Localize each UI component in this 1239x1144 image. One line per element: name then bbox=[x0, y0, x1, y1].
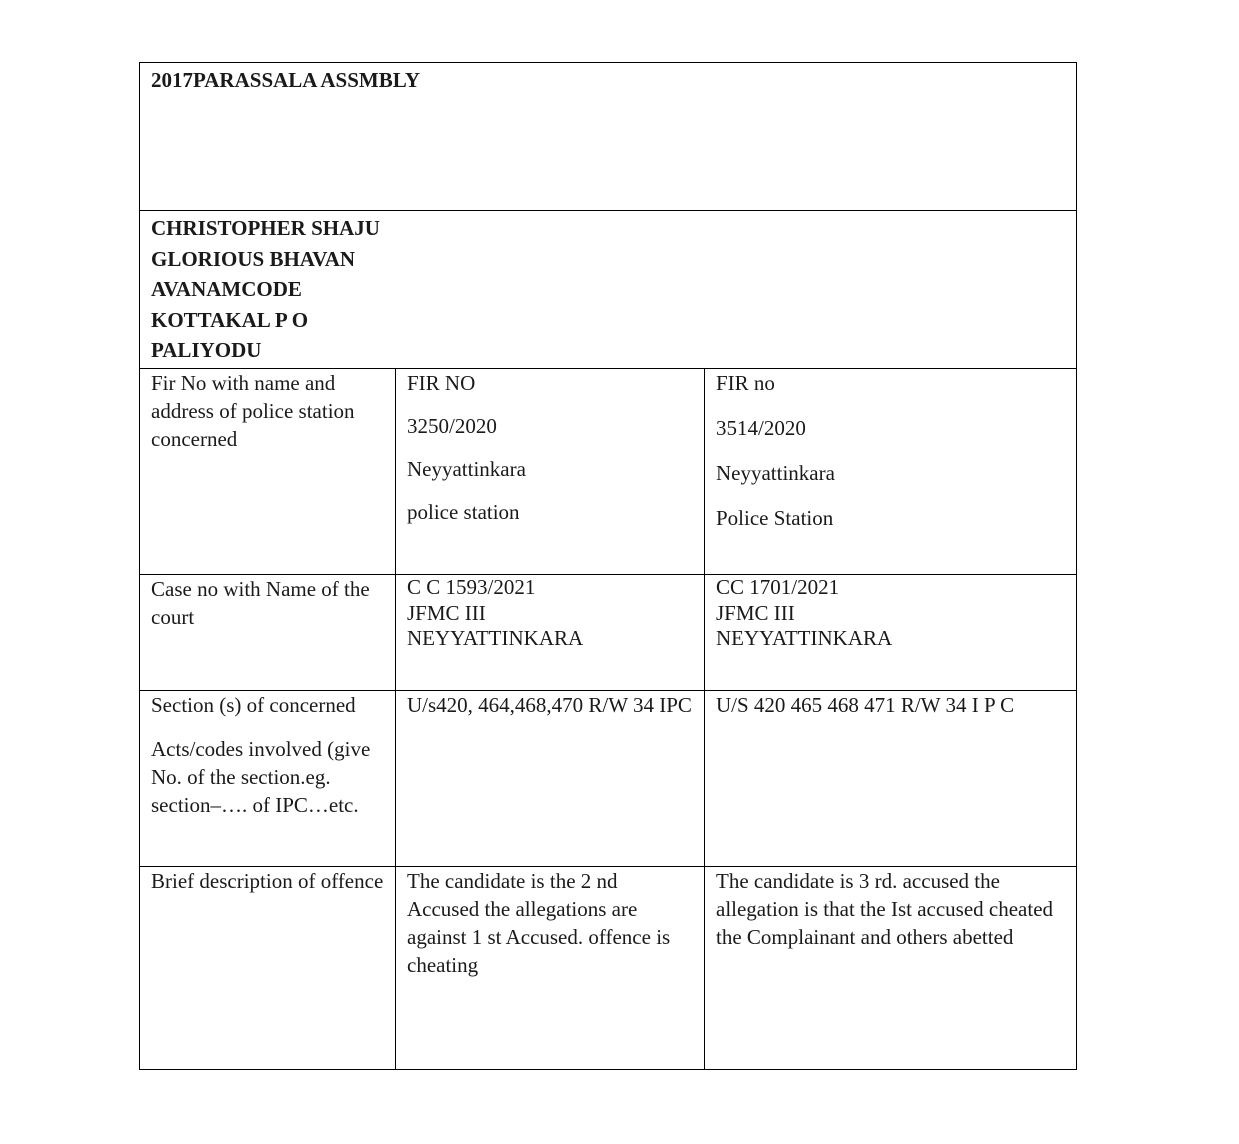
fir-row bbox=[140, 369, 1077, 575]
section-row bbox=[140, 691, 1077, 867]
case-number: C C 1593/2021 bbox=[407, 575, 536, 599]
header-cell bbox=[140, 63, 1077, 211]
brief-case1-cell bbox=[396, 867, 705, 1070]
candidate-address-cell bbox=[140, 211, 1077, 369]
fir-station: Neyyattinkara bbox=[407, 457, 526, 481]
section-label-detail: Acts/codes involved (give No. of the section.eg. section–…. of IPC…etc. bbox=[151, 737, 371, 817]
case-label: Case no with Name of the court bbox=[151, 577, 370, 629]
fir-label: Fir No with name and address of police station concerned bbox=[151, 371, 355, 451]
case2-cell bbox=[705, 575, 1077, 691]
brief-text: The candidate is the 2 nd Accused the allegations are against 1 st Accused. offence is cheating bbox=[407, 869, 671, 977]
section-value: U/S 420 465 468 471 R/W 34 I P C bbox=[716, 693, 1015, 717]
section-label-cell bbox=[140, 691, 396, 867]
court-name: JFMC III bbox=[716, 600, 795, 625]
fir-number: 3514/2020 bbox=[716, 416, 806, 440]
fir-label-cell bbox=[140, 369, 396, 575]
fir-station-suffix: police station bbox=[407, 500, 520, 524]
court-location: NEYYATTINKARA bbox=[716, 626, 893, 650]
brief-case2-cell bbox=[705, 867, 1077, 1070]
fir-station: Neyyattinkara bbox=[716, 461, 835, 485]
fir-case1-cell bbox=[396, 369, 705, 575]
address-line: PALIYODU bbox=[151, 338, 262, 362]
brief-row bbox=[140, 867, 1077, 1070]
case1-cell bbox=[396, 575, 705, 691]
case-number: CC 1701/2021 bbox=[716, 575, 840, 599]
header-row bbox=[140, 63, 1077, 211]
address-line: GLORIOUS BHAVAN bbox=[151, 246, 356, 271]
fir-case2-cell bbox=[705, 369, 1077, 575]
court-name: JFMC III bbox=[407, 600, 486, 625]
fir-station-suffix: Police Station bbox=[716, 506, 834, 530]
section-case2-cell bbox=[705, 691, 1077, 867]
candidate-row bbox=[140, 211, 1077, 369]
fir-heading: FIR NO bbox=[407, 371, 476, 395]
criminal-record-table bbox=[139, 62, 1077, 1070]
fir-heading: FIR no bbox=[716, 371, 775, 395]
fir-number: 3250/2020 bbox=[407, 414, 497, 438]
case-row bbox=[140, 575, 1077, 691]
constituency-title: 2017PARASSALA ASSMBLY bbox=[151, 68, 420, 92]
address-line: KOTTAKAL P O bbox=[151, 307, 309, 332]
section-case1-cell bbox=[396, 691, 705, 867]
case-label-cell bbox=[140, 575, 396, 691]
section-label: Section (s) of concerned bbox=[151, 693, 356, 717]
brief-label-cell bbox=[140, 867, 396, 1070]
section-value: U/s420, 464,468,470 R/W 34 IPC bbox=[407, 693, 692, 717]
court-location: NEYYATTINKARA bbox=[407, 626, 584, 650]
address-line: AVANAMCODE bbox=[151, 277, 302, 301]
brief-label: Brief description of offence bbox=[151, 869, 384, 893]
candidate-name: CHRISTOPHER SHAJU bbox=[151, 216, 380, 240]
brief-text: The candidate is 3 rd. accused the allegation is that the Ist accused cheated the Complainant and others abetted bbox=[716, 869, 1054, 949]
